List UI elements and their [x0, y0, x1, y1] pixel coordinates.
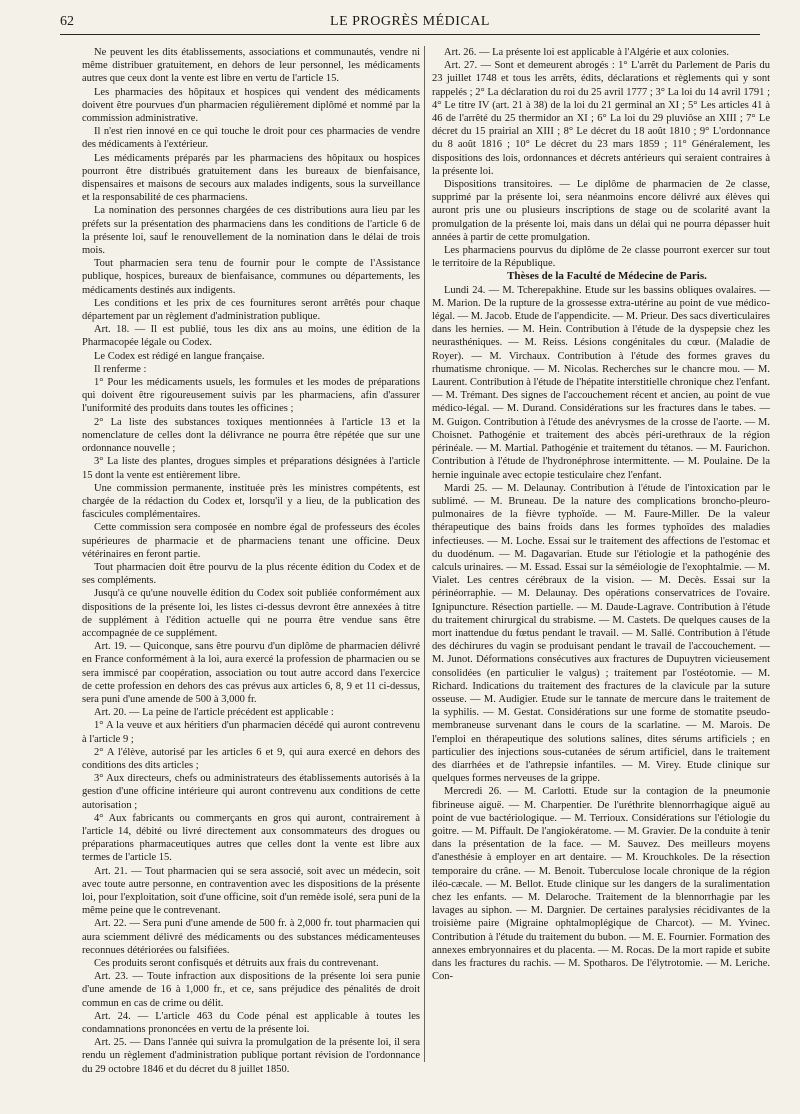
left-paragraph: Jusqu'à ce qu'une nouvelle édition du Codex soit publiée conformément aux dispositions de la présente loi, les listes ci-dessus devront être annexées à titre de supplément à l'édition actuelle qui ne pourra être vendue sans être accompagnée de ce supplément.: [82, 588, 420, 639]
left-paragraph: Cette commission sera composée en nombre égal de professeurs des écoles supérieures de pharmacie et de pharmaciens tenant une officine. Deux vétérinaires en feront partie.: [82, 522, 420, 560]
left-paragraph: 3° La liste des plantes, drogues simples et préparations désignées à l'article 15 dont la vente est entièrement libre.: [82, 456, 420, 481]
right-column-laws: [432, 46, 770, 270]
left-paragraph: 4° Aux fabricants ou commerçants en gros qui auront, contrairement à l'article 14, débité ou livré directement aux consommateurs des drogues ou préparations pharmaceutiques autres que celles dont la vente est libre aux termes de l'article 15.: [82, 812, 420, 864]
left-paragraph: 1° Pour les médicaments usuels, les formules et les modes de préparations qui doivent être rigoureusement suivis par les pharmaciens, afin d'assurer l'uniformité des produits dans toutes les officines ;: [82, 377, 420, 415]
right-column-theses: [432, 284, 770, 984]
section-title: Thèses de la Faculté de Médecine de Paris.: [507, 270, 707, 283]
law-paragraph: Les pharmaciens pourvus du diplôme de 2e classe pourront exercer sur tout le territoire de la République.: [432, 245, 770, 270]
left-paragraph: Tout pharmacien sera tenu de fournir pour le compte de l'Assistance publique, hospices, bureaux de bienfaisance, communes ou départements, les médicaments destinés aux indigents.: [82, 258, 420, 296]
left-paragraph: Les pharmacies des hôpitaux et hospices qui vendent des médicaments doivent être pourvues d'un pharmacien régulièrement diplômé et nommé par la commission administrative.: [82, 86, 420, 125]
law-paragraph: Dispositions transitoires. — Le diplôme de pharmacien de 2e classe, supprimé par la présente loi, sera néanmoins encore délivré aux élèves qui auront pris une ou plusieurs inscriptions de stage ou de scolarité avant la promulgation de la présente loi, mais dans un délai qui ne pourra dépasser huit années à partir de cette promulgation.: [432, 179, 770, 243]
left-paragraph: 2° La liste des substances toxiques mentionnées à l'article 13 et la nomenclature de celles dont la délivrance ne pourra être répétée que sur une ordonnance nouvelle ;: [82, 416, 420, 455]
thesis-paragraph: Lundi 24. — M. Tcherepakhine. Etude sur les bassins obliques ovalaires. — M. Marion. De la rupture de la grossesse extra-utérine au point de vue médico-légal. — M. Jacob. Etude de l'appendicite. — M. Prieur. Des sacs diverticulaires dans les hernies. — M. Hein. Contribution à l'étude de la dyspepsie chez les neurasthéniques. — M. Reiss. Lésions congénitales du cœur. (Maladie de Royer). — M. Virchaux. Contribution à l'étude des formes graves du rhumatisme chronique. — M. Nicolas. Recherches sur le chancre mou. — M. Laurent. Contribution à l'étude de l'hépatite interstitielle chronique chez l'enfant. — M. Trémant. Des signes de l'accouchement récent et ancien, au point de vue médico-légal. — M. Durand. Considérations sur les fractures dans le tabes. — M. Guigon. Contribution à l'étude des anévrysmes de la crosse de l'aorte. — M. Choisnet. Pathogénie et traitement des abcès péri-urethraux de la région périnéale. — M. Martial. Pathogénie et traitement du tétanos. — M. Faurichon. Contribution à l'étude de l'hydronéphrose intermittente. — M. Poulaine. De la hernie inguinale avec ectopie testiculaire chez l'enfant.: [432, 284, 770, 481]
left-paragraph: Art. 23. — Toute infraction aux dispositions de la présente loi sera punie d'une amende de 16 à 1,000 fr., et ce, sans préjudice des pénalités de droit commun en cas de crime ou délit.: [82, 971, 420, 1009]
left-paragraph: Art. 22. — Sera puni d'une amende de 500 fr. à 2,000 fr. tout pharmacien qui aura sciemment délivré des médicaments ou des substances médicamenteuses reconnues détériorées ou falsifiées.: [82, 918, 420, 956]
left-paragraph: Art. 20. — La peine de l'article précédent est applicable :: [94, 707, 334, 719]
left-paragraph: Art. 25. — Dans l'année qui suivra la promulgation de la présente loi, il sera rendu un règlement d'administration publique portant révision de l'ordonnance du 29 octobre 1846 et du décret du 8 juillet 1850.: [82, 1037, 420, 1075]
right-column: [432, 46, 770, 1064]
law-paragraph: Art. 27. — Sont et demeurent abrogés : 1° L'arrêt du Parlement de Paris du 23 juillet 1748 et tous les arrêts, édits, déclarations et règlements qui y sont rappelés ; 2° La déclaration du roi du 25 avril 1777 ; 3° La loi du 14 avril 1791 ; 4° Le titre IV (art. 21 à 38) de la loi du 21 germinal an XI ; 5° Les articles 41 à 46 de l'arrêté du 25 thermidor an XI ; 6° La loi du 29 pluviôse an XIII ; 7° Le décret du 15 prairial an XIII ; 8° Le décret du 18 août 1810 ; 9° L'ordonnance du 8 août 1816 ; 10° Le décret du 23 mars 1859 ; 11° Généralement, les dispositions des lois, ordonnances et décrets antérieurs qui seraient contraires à la présente loi.: [432, 60, 770, 177]
left-paragraph: 3° Aux directeurs, chefs ou administrateurs des établissements autorisés à la gestion d'une officine intérieure qui auront contrevenu aux conditions de cette autorisation ;: [82, 773, 420, 811]
left-paragraph: Ces produits seront confisqués et détruits aux frais du contrevenant.: [94, 958, 379, 970]
left-paragraph: Les médicaments préparés par les pharmaciens des hôpitaux ou hospices pourront être distribués gratuitement dans les bureaux de bienfaisance, dispensaires et maisons de secours aux malades indigents, sous la surveillance et la responsabilité de ces pharmaciens.: [82, 152, 420, 204]
left-paragraph: Art. 21. — Tout pharmacien qui se sera associé, soit avec un médecin, soit avec toute autre personne, en contravention avec les dispositions de la présente loi, pour l'exploitation, soit d'une officine, soit d'un remède isolé, sera puni de la même peine que le contrevenant.: [82, 865, 420, 917]
page-number: 62: [60, 14, 74, 29]
page-header: [60, 12, 760, 35]
thesis-paragraph: Mardi 25. — M. Delaunay. Contribution à l'étude de l'intoxication par le sublimé. — M. Bruneau. De la nature des complications broncho-pleuro-pulmonaires de la fièvre typhoïde. — M. Faure-Miller. De la valeur thérapeutique des bains froids dans les formes typhoïdes des maladies infectieuses. — M. Loche. Essai sur le traitement des affections de l'estomac et du duodénum. — M. Dagavarian. Etude sur l'étiologie et la pathogénie des calculs urinaires. — M. Essad. Essai sur la séméiologie de l'exophtalmie. — M. Vialet. Les centres cérébraux de la vision. — M. Decès. Essai sur la périnéorraphie. — M. Delaunay. Des opérations conservatrices de l'ovaire. Ignipuncture. Résection partielle. — M. Daude-Lagrave. Contribution à l'étude du traitement chirurgical du strabisme. — M. Castets. De quelques causes de la mort inattendue du fœtus pendant le travail. — M. Sallé. Contribution à l'étude des déchirures du vagin se produisant pendant le travail de l'accouchement. — M. Junot. Déformations consécutives aux fractures de Dupuytren vicieusement consolidées (en particulier le valgus) ; traitement par l'ostéotomie. — M. Richard. Indications du traitement des fractures de la clavicule par la suture osseuse. — M. Audigier. Etude sur le tannate de mercure dans le traitement de la syphilis. — M. Gestat. Considérations sur une forme de stomatite pseudo-membraneuse survenant dans le cours de la scarlatine. — M. Marois. De l'emploi en thérapeutique des solutions salines, dites sérums artificiels ; en particulier des injections sous-cutanées de sérum artificiel, dans le traitement des diarrhées et de l'athrepsie infantiles. — M. Virey. Etude clinique sur quelques formes nerveuses de la grippe.: [432, 482, 770, 785]
left-paragraph: Une commission permanente, instituée près les ministres compétents, est chargée de la rédaction du Codex et, lorsqu'il y a lieu, de la publication des fascicules complémentaires.: [82, 482, 420, 521]
left-paragraph: Art. 24. — L'article 463 du Code pénal est applicable à toutes les condamnations prononcées en vertu de la présente loi.: [82, 1010, 420, 1036]
left-paragraph: Tout pharmacien doit être pourvu de la plus récente édition du Codex et de ses compléments.: [82, 561, 420, 587]
left-paragraph: Les conditions et les prix de ces fournitures seront arrêtés pour chaque département par un règlement d'administration publique.: [82, 297, 420, 323]
left-paragraph: La nomination des personnes chargées de ces distributions aura lieu par les préfets sur la présentation des pharmaciens dans les conditions de l'article 6 de la présente loi, sauf le renouvellement de la nomination dans le délai de trois mois.: [82, 205, 420, 257]
left-paragraph: Ne peuvent les dits établissements, associations et communautés, vendre ni même distribuer gratuitement, en dehors de leur personnel, les médicaments autres que ceux dont la vente est libre en vertu de l'article 15.: [82, 47, 420, 85]
column-divider: [424, 46, 425, 1062]
left-paragraph: 1° A la veuve et aux héritiers d'un pharmacien décédé qui auront contrevenu à l'article 9 ;: [82, 720, 420, 745]
left-paragraph: Le Codex est rédigé en langue française.: [94, 350, 265, 362]
left-paragraph: Art. 19. — Quiconque, sans être pourvu d'un diplôme de pharmacien délivré en France conformément à la loi, aura exercé la profession de pharmacien ou se sera immiscé par coopération, association ou tout autre accord dans l'exercice de cette profession en dehors des cas prévus aux articles 6, 8, 9 et 11 ci-dessus, sera puni d'une amende de 500 à 3,000 fr.: [82, 641, 420, 705]
left-paragraph: Art. 18. — Il est publié, tous les dix ans au moins, une édition de la Pharmacopée légale ou Codex.: [82, 324, 420, 349]
thesis-paragraph: Mercredi 26. — M. Carlotti. Etude sur la contagion de la pneumonie fibrineuse aiguë. — M. Charpentier. De l'uréthrite blennorrhagique aiguë au point de vue bactériologique. — M. Terrioux. Considérations sur l'étiologie du goitre. — M. Piffault. De l'angiokératome. — M. Gravier. De la conduite à tenir dans la présentation de la face. — M. Sauvez. Des meilleurs moyens d'anesthésie à employer en art dentaire. — M. Krouchkoles. De la résection temporaire du crâne. — M. Benoit. Tuberculose locale chronique de la région iléo-cæcale. — M. Bellot. Etude clinique sur les dangers de la suralimentation chez les enfants. — M. Delaroche. Traitement de la blennorrhagie par les lavages au siphon. — M. Dargnier. De certaines paralysies récidivantes de la troisième paire (Migraine ophtalmoplégique de Charcot). — M. Yvinec. Contribution à l'étude du traitement du bubon. — M. E. Fournier. Formation des annexes embryonnaires et du placenta. — M. Rocas. De la mort rapide et subite dans les fractures du rachis. — M. Spotharos. De l'élytrotomie. — M. Leriche. Con-: [432, 786, 770, 983]
journal-title: LE PROGRÈS MÉDICAL: [330, 14, 490, 29]
left-paragraph: Il n'est rien innové en ce qui touche le droit pour ces pharmacies de vendre des médicaments à l'extérieur.: [82, 126, 420, 151]
left-paragraph: Il renferme :: [94, 363, 147, 375]
left-column: [82, 46, 420, 1075]
left-paragraph: 2° A l'élève, autorisé par les articles 6 et 9, qui aura exercé en dehors des conditions des dits articles ;: [82, 746, 420, 771]
law-paragraph: Art. 26. — La présente loi est applicable à l'Algérie et aux colonies.: [444, 47, 730, 58]
